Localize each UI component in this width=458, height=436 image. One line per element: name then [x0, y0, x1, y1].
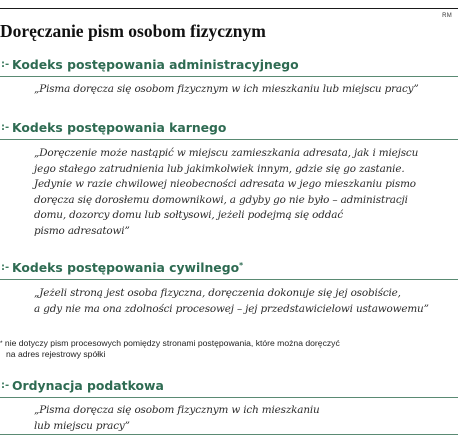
section-heading: [0, 56, 458, 77]
quote-line: „Doręczenie może nastąpić w miejscu zamieszkania adresata, jak i miejscu: [34, 147, 419, 159]
quote-line: Jedynie w razie chwilowej nieobecności adresata w jego mieszkaniu pismo: [34, 178, 416, 191]
top-rule: [0, 8, 458, 9]
bullet-marker-icon: :-: [1, 59, 10, 70]
quote-line: jego stałego zatrudnienia lub jakimkolwiek innym, gdzie się go zastanie.: [34, 162, 405, 175]
footnote-reference: *: [239, 261, 244, 270]
bullet-marker-icon: :-: [1, 262, 10, 273]
section-heading: [0, 377, 458, 398]
section-quote: [34, 286, 454, 317]
footnote-text: nie dotyczy pism procesowych pomiędzy stronami postępowania, które można doręczyć: [4, 338, 340, 348]
quote-line: „Pisma doręcza się osobom fizycznym w ich mieszkaniu lub miejscu pracy”: [34, 83, 419, 95]
quote-line: lub miejscu pracy”: [34, 419, 130, 432]
bullet-marker-icon: :-: [1, 380, 10, 391]
section-heading-label: Kodeks postępowania cywilnego: [12, 260, 240, 275]
section-heading-text: Ordynacja podatkowa: [12, 378, 164, 393]
quote-line: „Pisma doręcza się osobom fizycznym w ich mieszkaniu: [34, 404, 320, 416]
quote-line: pismo adresatowi”: [34, 224, 130, 237]
quote-line: „Jeżeli stroną jest osoba fizyczna, doręczenia dokonuje się jej osobiście,: [34, 287, 401, 299]
bottom-rule: [0, 434, 458, 435]
author-credit: RM: [442, 13, 452, 19]
footnote-line: na adres rejestrowy spółki: [6, 349, 106, 359]
section-heading: [0, 259, 458, 280]
section-quote: [34, 403, 454, 434]
section-quote: [34, 146, 454, 240]
section-op: [0, 377, 458, 398]
section-heading: [0, 119, 458, 140]
section-heading-text: [12, 259, 243, 277]
quote-line: domu, dozorcy domu lub sołtysowi, jeżeli podejmą się oddać: [34, 209, 343, 222]
page-title: Doręczanie pism osobom fizycznym: [0, 21, 266, 41]
section-kpc: [0, 259, 458, 280]
section-heading-text: Kodeks postępowania karnego: [12, 120, 227, 135]
section-kpk: [0, 119, 458, 140]
quote-line: doręcza się dorosłemu domownikowi, a gdyby go nie było – administracji: [34, 193, 408, 206]
footnote-mark: *: [0, 340, 3, 347]
section-heading-text: Kodeks postępowania administracyjnego: [12, 57, 299, 72]
quote-line: a gdy nie ma ona zdolności procesowej – jej przedstawicielowi ustawowemu”: [34, 302, 429, 315]
bullet-marker-icon: :-: [1, 122, 10, 133]
footnote: [0, 338, 454, 360]
footnote-line: [0, 338, 454, 349]
section-quote: [34, 82, 454, 98]
section-kpa: [0, 56, 458, 77]
